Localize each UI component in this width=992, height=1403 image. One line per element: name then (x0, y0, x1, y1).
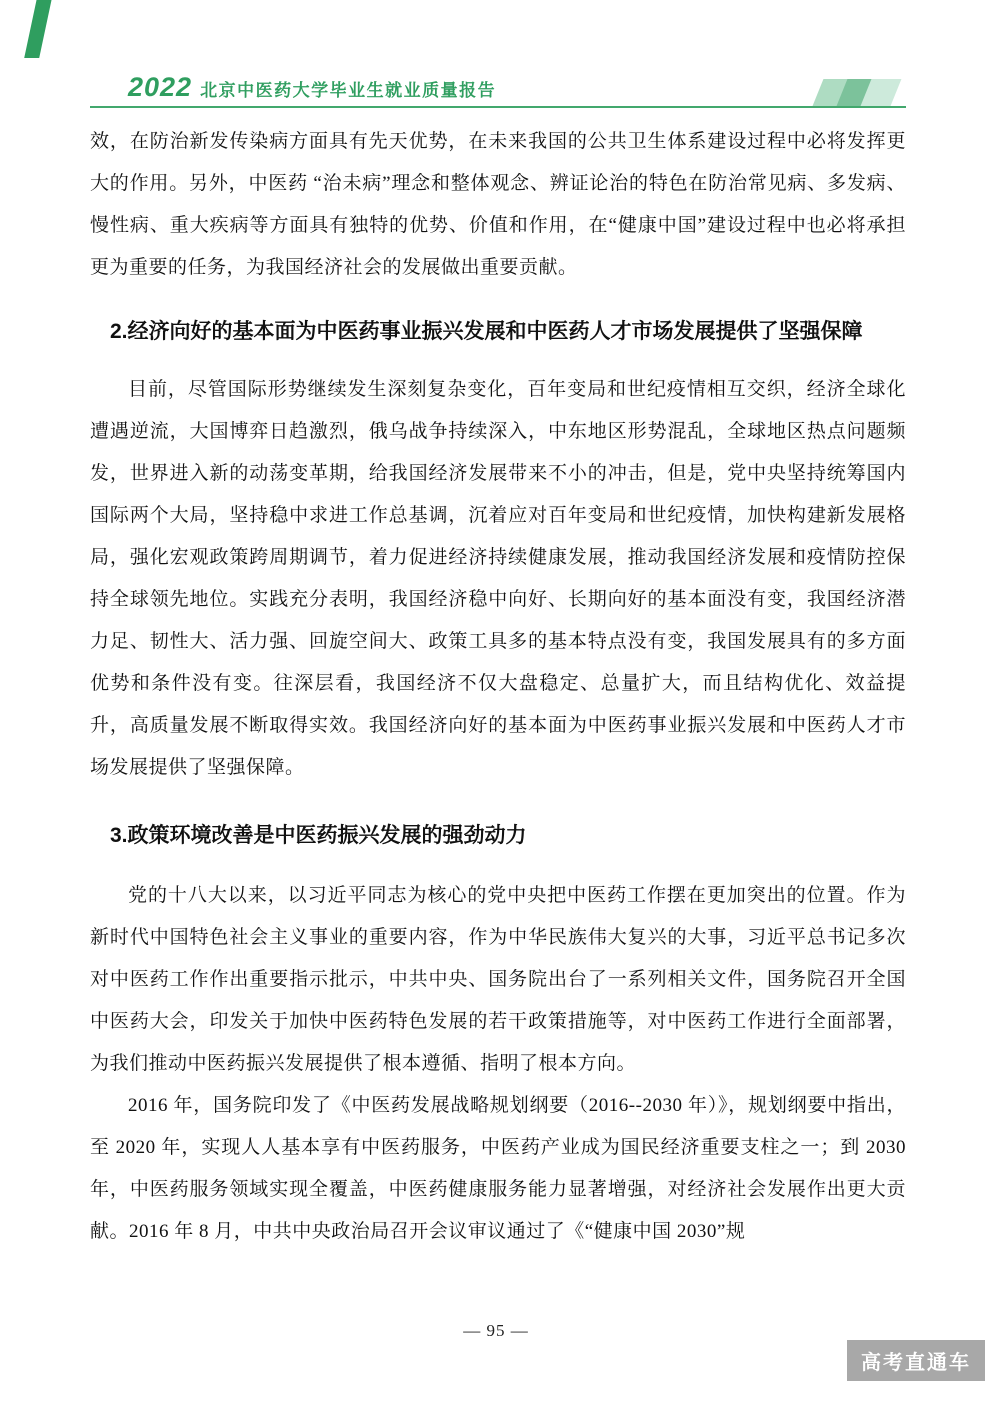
paragraph-plan-2016: 2016 年，国务院印发了《中医药发展战略规划纲要（2016--2030 年）》，规划纲要中指出，至 2020 年，实现人人基本享有中医药服务，中医药产业成为国民经济重要支柱之一；到 2030 年，中医药服务领域实现全覆盖，中医药健康服务能力显著增强，对经济社会发展作出更大贡献。2016 年 8 月，中共中央政治局召开会议审议通过了《“健康中国 2030”规 (90, 1095, 906, 1242)
report-year: 2022 (128, 72, 193, 102)
paragraph-continuation: 效，在防治新发传染病方面具有先天优势，在未来我国的公共卫生体系建设过程中必将发挥更大的作用。另外，中医药 “治未病”理念和整体观念、辨证论治的特色在防治常见病、多发病、慢性病、重大疾病等方面具有独特的优势、价值和作用，在“健康中国”建设过程中也必将承担更为重要的任务，为我国经济社会的发展做出重要贡献。 (90, 131, 906, 278)
corner-accent-shape (24, 0, 53, 58)
header-decoration (818, 79, 904, 106)
section-heading-2: 2.经济向好的基本面为中医药事业振兴发展和中医药人才市场发展提供了坚强保障 (110, 320, 863, 343)
report-title: 北京中医药大学毕业生就业质量报告 (200, 81, 497, 100)
page-body (90, 121, 906, 1253)
paragraph-policy: 党的十八大以来，以习近平同志为核心的党中央把中医药工作摆在更加突出的位置。作为新时代中国特色社会主义事业的重要内容，作为中华民族伟大复兴的大事，习近平总书记多次对中医药工作作出重要指示批示，中共中央、国务院出台了一系列相关文件，国务院召开全国中医药大会，印发关于加快中医药特色发展的若干政策措施等，对中医药工作进行全面部署，为我们推动中医药振兴发展提供了根本遵循、指明了根本方向。 (90, 885, 906, 1074)
page-header (128, 72, 496, 103)
watermark-badge: 高考直通车 (847, 1340, 985, 1381)
paragraph-economy: 目前，尽管国际形势继续发生深刻复杂变化，百年变局和世纪疫情相互交织，经济全球化遭遇逆流，大国博弈日趋激烈，俄乌战争持续深入，中东地区形势混乱，全球地区热点问题频发，世界进入新的动荡变革期，给我国经济发展带来不小的冲击，但是，党中央坚持统筹国内国际两个大局，坚持稳中求进工作总基调，沉着应对百年变局和世纪疫情，加快构建新发展格局，强化宏观政策跨周期调节，着力促进经济持续健康发展，推动我国经济发展和疫情防控保持全球领先地位。实践充分表明，我国经济稳中向好、长期向好的基本面没有变，我国经济潜力足、韧性大、活力强、回旋空间大、政策工具多的基本特点没有变，我国发展具有的多方面优势和条件没有变。往深层看，我国经济不仅大盘稳定、总量扩大，而且结构优化、效益提升，高质量发展不断取得实效。我国经济向好的基本面为中医药事业振兴发展和中医药人才市场发展提供了坚强保障。 (90, 379, 906, 778)
page-number: — 95 — (463, 1321, 529, 1340)
header-underline (90, 106, 906, 108)
section-heading-3: 3.政策环境改善是中医药振兴发展的强劲动力 (110, 824, 527, 847)
